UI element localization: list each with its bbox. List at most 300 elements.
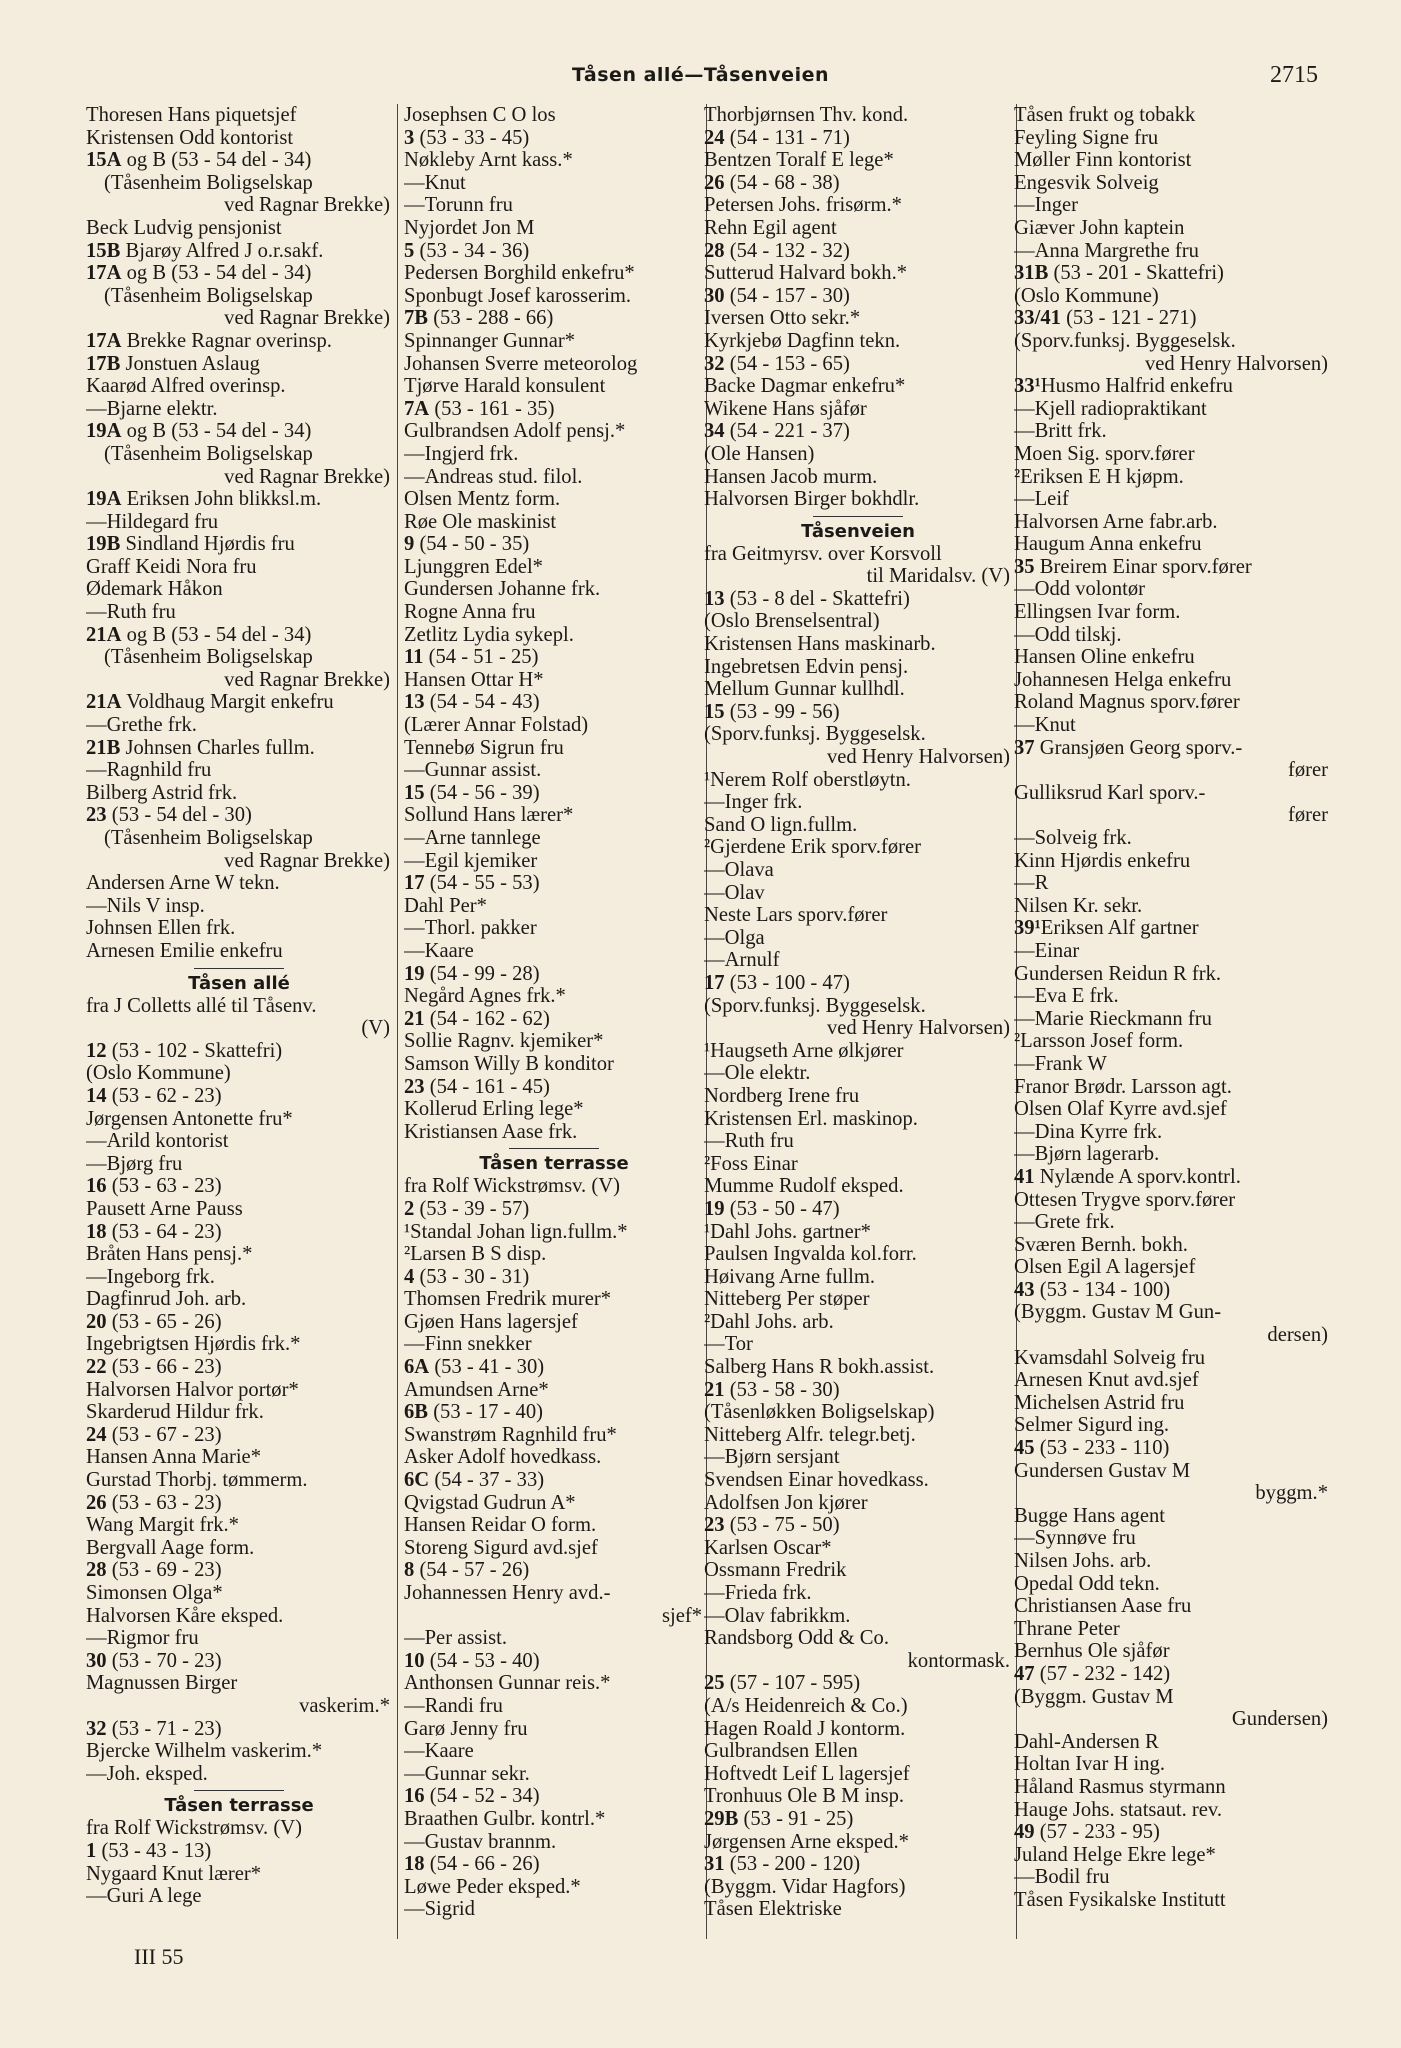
resident-entry: —Gunnar assist. (404, 759, 542, 782)
address-number-entry: 20 (53 - 65 - 26) (86, 1310, 222, 1333)
address-number-entry: 17A og B (53 - 54 del - 34) (86, 262, 312, 285)
address-number-entry: 31B (53 - 201 - Skattefri) (1014, 262, 1224, 285)
resident-entry: Spinnanger Gunnar* (404, 329, 576, 352)
resident-entry: —Arne tannlege (404, 827, 541, 849)
resident-entry: Kristiansen Aase frk. (404, 1120, 578, 1143)
address-number-entry: 32 (53 - 71 - 23) (86, 1717, 222, 1740)
address-number-entry: 24 (53 - 67 - 23) (86, 1423, 222, 1446)
resident-entry: Thoresen Hans piquetsjef (86, 104, 297, 126)
resident-entry: (Oslo Kommune) (1014, 284, 1159, 307)
address-number-entry: 28 (53 - 69 - 23) (86, 1559, 222, 1582)
entry-continuation: ved Henry Halvorsen) (827, 746, 1010, 769)
resident-entry: Kyrkjebø Dagfinn tekn. (704, 329, 901, 352)
street-heading: Tåsenveien (801, 520, 915, 542)
entry-continuation: dersen) (1267, 1324, 1328, 1347)
resident-entry: (Tåsenheim Boligselskap (104, 442, 313, 465)
entry-continuation: ved Ragnar Brekke) (224, 307, 390, 330)
address-number-entry: 32 (54 - 153 - 65) (704, 352, 850, 375)
entry-continuation: ved Henry Halvorsen) (1145, 352, 1328, 375)
address-number-entry: 28 (54 - 132 - 32) (704, 239, 850, 262)
resident-entry: Ellingsen Ivar form. (1014, 601, 1181, 624)
directory-column-4 (1014, 104, 1330, 1912)
address-number-entry: 30 (54 - 157 - 30) (704, 284, 850, 307)
resident-entry: —Egil kjemiker (404, 849, 538, 872)
resident-entry: Karlsen Oscar* (704, 1536, 832, 1559)
resident-entry: Ossmann Fredrik (704, 1559, 847, 1582)
resident-entry: Samson Willy B konditor (404, 1052, 614, 1075)
resident-entry: —Nils V insp. (86, 894, 205, 917)
resident-entry: Zetlitz Lydia sykepl. (404, 623, 574, 646)
resident-entry: Johannesen Helga enkefru (1014, 668, 1232, 691)
resident-entry: —Grete frk. (1014, 1211, 1115, 1234)
resident-entry: Tåsen frukt og tobakk (1014, 104, 1196, 126)
address-number-entry: 19 (53 - 50 - 47) (704, 1197, 840, 1220)
address-number-entry: 6C (54 - 37 - 33) (404, 1469, 545, 1492)
address-number-entry: 9 (54 - 50 - 35) (404, 533, 530, 556)
resident-entry: —Hildegard fru (86, 510, 219, 533)
resident-entry: Hoftvedt Leif L lagersjef (704, 1762, 910, 1785)
resident-entry: Bergvall Aage form. (86, 1536, 255, 1559)
resident-entry: Braathen Gulbr. kontrl.* (404, 1807, 606, 1830)
street-route-line: fra Rolf Wickstrømsv. (V) (404, 1175, 620, 1198)
address-number-entry: 7B (53 - 288 - 66) (404, 307, 554, 330)
directory-column-1 (86, 104, 392, 1908)
address-number-entry: 16 (53 - 63 - 23) (86, 1175, 222, 1198)
address-number-entry: 1 (53 - 43 - 13) (86, 1839, 212, 1862)
resident-entry: —Olava (704, 859, 774, 881)
resident-entry: Andersen Arne W tekn. (86, 872, 280, 895)
address-number-entry: 5 (53 - 34 - 36) (404, 239, 530, 262)
street-route-line: fra Geitmyrsv. over Korsvoll (704, 542, 942, 565)
address-number-entry: 30 (53 - 70 - 23) (86, 1649, 222, 1672)
address-number-entry: 33/41 (53 - 121 - 271) (1014, 307, 1197, 330)
address-number-entry: 23 (53 - 54 del - 30) (86, 804, 252, 827)
address-number-entry: 11 (54 - 51 - 25) (404, 646, 539, 669)
entry-continuation: sjef* (661, 1604, 702, 1627)
resident-entry: Halvorsen Arne fabr.arb. (1014, 510, 1218, 533)
address-number-entry: 13 (54 - 54 - 43) (404, 691, 540, 714)
address-number-entry: 8 (54 - 57 - 26) (404, 1559, 530, 1582)
entry-continuation: vaskerim.* (299, 1694, 390, 1717)
address-number-entry: 19A Eriksen John blikksl.m. (86, 488, 322, 511)
resident-entry: Olsen Olaf Kyrre avd.sjef (1014, 1098, 1227, 1121)
address-number-entry: 24 (54 - 131 - 71) (704, 126, 850, 149)
resident-entry: Bilberg Astrid frk. (86, 781, 238, 804)
resident-entry: Petersen Johs. frisørm.* (704, 194, 902, 217)
resident-entry: —Olav (704, 881, 765, 904)
resident-entry: (Tåsenheim Boligselskap (104, 827, 313, 849)
entry-continuation: ved Ragnar Brekke) (224, 668, 390, 691)
address-number-entry: 12 (53 - 102 - Skattefri) (86, 1039, 283, 1062)
resident-entry: ¹Dahl Johs. gartner* (704, 1220, 871, 1243)
address-number-entry: 19 (54 - 99 - 28) (404, 962, 540, 985)
resident-entry: Nyjordet Jon M (404, 216, 535, 239)
resident-entry: Gurstad Thorbj. tømmerm. (86, 1469, 308, 1492)
resident-entry: Kinn Hjørdis enkefru (1014, 849, 1191, 872)
resident-entry: Amundsen Arne* (404, 1378, 549, 1401)
resident-entry: Paulsen Ingvalda kol.forr. (704, 1243, 917, 1266)
resident-entry: —Grethe frk. (86, 714, 197, 737)
resident-entry: Olsen Mentz form. (404, 488, 561, 511)
entry-continuation: til Maridalsv. (V) (866, 565, 1010, 588)
resident-entry: —Kjell radiopraktikant (1014, 397, 1207, 420)
address-number-entry: 26 (54 - 68 - 38) (704, 171, 840, 194)
entry-continuation: ved Ragnar Brekke) (224, 194, 390, 217)
resident-entry: Møller Finn kontorist (1014, 149, 1192, 172)
resident-entry: —Britt frk. (1014, 420, 1107, 443)
resident-entry: Sponbugt Josef karosserim. (404, 284, 632, 307)
page-footer: III 55 (134, 1944, 184, 1969)
resident-entry: Gundersen Johanne frk. (404, 578, 601, 601)
address-number-entry: 29B (53 - 91 - 25) (704, 1807, 854, 1830)
resident-entry: ¹Standal Johan lign.fullm.* (404, 1220, 628, 1243)
address-number-entry: 15A og B (53 - 54 del - 34) (86, 149, 312, 172)
resident-entry: —Rigmor fru (86, 1627, 199, 1650)
resident-entry: —Gustav brannm. (404, 1830, 557, 1853)
resident-entry: Kvamsdahl Solveig fru (1014, 1346, 1206, 1369)
address-number-entry: 21A og B (53 - 54 del - 34) (86, 623, 312, 646)
address-number-entry: 35 Breirem Einar sporv.fører (1014, 555, 1252, 578)
resident-entry: —Knut (404, 171, 466, 194)
resident-entry: Graff Keidi Nora fru (86, 555, 257, 578)
address-number-entry: 47 (57 - 232 - 142) (1014, 1662, 1171, 1685)
resident-entry: (Oslo Brenselsentral) (704, 610, 880, 633)
resident-entry: Nitteberg Per støper (704, 1288, 870, 1311)
street-route-line: fra J Colletts allé til Tåsenv. (86, 994, 317, 1017)
address-number-entry: 15B Bjarøy Alfred J o.r.sakf. (86, 239, 324, 262)
resident-entry: Holtan Ivar H ing. (1014, 1753, 1165, 1776)
resident-entry: (Oslo Kommune) (86, 1062, 231, 1085)
entry-continuation: ved Ragnar Brekke) (224, 849, 390, 872)
address-number-entry: 21 (53 - 58 - 30) (704, 1378, 840, 1401)
resident-entry: Løwe Peder eksped.* (404, 1875, 581, 1898)
resident-entry: Hansen Anna Marie* (86, 1446, 261, 1469)
resident-entry: Storeng Sigurd avd.sjef (404, 1536, 598, 1559)
resident-entry: Pedersen Borghild enkefru* (404, 262, 635, 285)
resident-entry: Asker Adolf hovedkass. (404, 1446, 602, 1469)
resident-entry: Nitteberg Alfr. telegr.betj. (704, 1423, 916, 1446)
resident-entry: Tåsen Elektriske (704, 1898, 842, 1921)
address-number-entry: 2 (53 - 39 - 57) (404, 1197, 530, 1220)
entry-continuation: kontormask. (907, 1649, 1010, 1672)
address-number-entry: 19A og B (53 - 54 del - 34) (86, 420, 312, 443)
resident-entry: Bernhus Ole sjåfør (1014, 1640, 1170, 1663)
resident-entry: Sutterud Halvard bokh.* (704, 262, 908, 285)
resident-entry: Sværen Bernh. bokh. (1014, 1233, 1188, 1256)
resident-entry: Bjercke Wilhelm vaskerim.* (86, 1740, 323, 1763)
resident-entry: ²Larsson Josef form. (1014, 1030, 1184, 1053)
address-number-entry: 45 (53 - 233 - 110) (1014, 1437, 1170, 1460)
resident-entry: Sollund Hans lærer* (404, 804, 574, 827)
resident-entry: —Olav fabrikkm. (704, 1604, 851, 1627)
resident-entry: Engesvik Solveig (1014, 171, 1159, 194)
resident-entry: Bråten Hans pensj.* (86, 1243, 253, 1266)
entry-continuation: Gundersen) (1231, 1708, 1328, 1731)
resident-entry: Wikene Hans sjåfør (704, 397, 867, 420)
resident-entry: Håland Rasmus styrmann (1014, 1775, 1226, 1798)
address-number-entry: 16 (54 - 52 - 34) (404, 1785, 540, 1808)
address-number-entry: 23 (54 - 161 - 45) (404, 1075, 550, 1098)
resident-entry: Kristensen Erl. maskinop. (704, 1107, 918, 1130)
address-number-entry: 17A Brekke Ragnar overinsp. (86, 329, 332, 352)
address-number-entry: 33¹Husmo Halfrid enkefru (1014, 375, 1233, 398)
resident-entry: Magnussen Birger (86, 1672, 238, 1695)
resident-entry: Sollie Ragnv. kjemiker* (404, 1030, 604, 1053)
resident-entry: —Ragnhild fru (86, 759, 212, 782)
resident-entry: Røe Ole maskinist (404, 510, 557, 533)
resident-entry: Opedal Odd tekn. (1014, 1572, 1160, 1595)
address-number-entry: 13 (53 - 8 del - Skattefri) (704, 587, 910, 610)
resident-entry: Sand O lign.fullm. (704, 813, 858, 836)
address-number-entry: 17 (53 - 100 - 47) (704, 971, 850, 994)
resident-entry: Olsen Egil A lagersjef (1014, 1256, 1196, 1279)
address-number-entry: 10 (54 - 53 - 40) (404, 1649, 540, 1672)
address-number-entry: 6B (53 - 17 - 40) (404, 1401, 544, 1424)
resident-entry: Bentzen Toralf E lege* (704, 149, 894, 172)
resident-entry: (Ole Hansen) (704, 442, 815, 465)
resident-entry: —Ruth fru (86, 601, 176, 624)
resident-entry: Michelsen Astrid fru (1014, 1391, 1185, 1414)
resident-entry: Bugge Hans agent (1014, 1504, 1165, 1527)
resident-entry: Rogne Anna fru (404, 601, 536, 624)
resident-entry: Dagfinrud Joh. arb. (86, 1288, 247, 1311)
resident-entry: —Andreas stud. filol. (404, 465, 583, 488)
resident-entry: Pausett Arne Pauss (86, 1197, 243, 1220)
resident-entry: Hauge Johs. statsaut. rev. (1014, 1798, 1222, 1821)
resident-entry: Halvorsen Halvor portør* (86, 1378, 299, 1401)
resident-entry: —Kaare (404, 939, 474, 962)
resident-entry: Simonsen Olga* (86, 1582, 223, 1604)
resident-entry: Negård Agnes frk.* (404, 985, 566, 1008)
resident-entry: Johannessen Henry avd.- (404, 1582, 611, 1604)
resident-entry: Gundersen Reidun R frk. (1014, 962, 1222, 985)
resident-entry: —Randi fru (404, 1694, 503, 1717)
address-number-entry: 21B Johnsen Charles fullm. (86, 736, 315, 759)
address-number-entry: 49 (57 - 233 - 95) (1014, 1821, 1160, 1844)
resident-entry: Jørgensen Arne eksped.* (704, 1830, 909, 1853)
resident-entry: —Olga (704, 926, 765, 949)
resident-entry: Kaarød Alfred overinsp. (86, 375, 286, 398)
resident-entry: —Inger frk. (704, 791, 803, 814)
address-number-entry: 6A (53 - 41 - 30) (404, 1356, 545, 1379)
entry-continuation: ved Henry Halvorsen) (827, 1017, 1010, 1040)
address-number-entry: 31 (53 - 200 - 120) (704, 1853, 861, 1876)
resident-entry: Nordberg Irene fru (704, 1084, 860, 1107)
street-route-line: fra Rolf Wickstrømsv. (V) (86, 1817, 302, 1840)
resident-entry: Juland Helge Ekre lege* (1014, 1843, 1216, 1866)
resident-entry: (Tåsenheim Boligselskap (104, 646, 313, 669)
address-number-entry: 21 (54 - 162 - 62) (404, 1007, 550, 1030)
resident-entry: Iversen Otto sekr.* (704, 307, 861, 330)
resident-entry: Wang Margit frk.* (86, 1514, 239, 1537)
resident-entry: Nilsen Johs. arb. (1014, 1550, 1152, 1572)
resident-entry: Hansen Jacob murm. (704, 465, 878, 488)
resident-entry: Arnesen Knut avd.sjef (1014, 1369, 1199, 1392)
address-number-entry: 22 (53 - 66 - 23) (86, 1356, 222, 1379)
resident-entry: Haugum Anna enkefru (1014, 533, 1202, 556)
resident-entry: —Tor (704, 1333, 753, 1356)
address-number-entry: 18 (53 - 64 - 23) (86, 1220, 222, 1243)
resident-entry: Nygaard Knut lærer* (86, 1862, 261, 1885)
resident-entry: Høivang Arne fullm. (704, 1265, 876, 1288)
resident-entry: —Solveig frk. (1014, 827, 1132, 849)
resident-entry: Feyling Signe fru (1014, 126, 1159, 149)
address-number-entry: 25 (57 - 107 - 595) (704, 1672, 861, 1695)
resident-entry: —Sigrid (404, 1898, 475, 1921)
entry-continuation: fører (1287, 804, 1328, 827)
resident-entry: —Bjarne elektr. (86, 397, 218, 420)
directory-column-3 (704, 104, 1012, 1921)
resident-entry: (Byggm. Gustav M Gun- (1014, 1301, 1222, 1324)
resident-entry: Franor Brødr. Larsson agt. (1014, 1075, 1232, 1098)
resident-entry: Hansen Oline enkefru (1014, 646, 1195, 669)
address-number-entry: 43 (53 - 134 - 100) (1014, 1278, 1171, 1301)
resident-entry: Tåsen Fysikalske Institutt (1014, 1888, 1226, 1911)
resident-entry: —Anna Margrethe fru (1014, 239, 1199, 262)
resident-entry: —Ingeborg frk. (86, 1265, 215, 1288)
page-title: Tåsen allé—Tåsenveien (571, 64, 829, 86)
resident-entry: Thomsen Fredrik murer* (404, 1288, 612, 1311)
resident-entry: (Byggm. Gustav M (1014, 1685, 1174, 1708)
resident-entry: ²Dahl Johs. arb. (704, 1310, 834, 1333)
resident-entry: —Finn snekker (404, 1333, 532, 1356)
resident-entry: Hansen Ottar H* (404, 668, 544, 691)
resident-entry: Neste Lars sporv.fører (704, 904, 888, 927)
resident-entry: Giæver John kaptein (1014, 216, 1185, 239)
resident-entry: Gulbrandsen Adolf pensj.* (404, 420, 626, 443)
resident-entry: —Kaare (404, 1740, 474, 1763)
resident-entry: Gjøen Hans lagersjef (404, 1310, 578, 1333)
resident-entry: ²Eriksen E H kjøpm. (1014, 465, 1184, 488)
resident-entry: —Ole elektr. (704, 1062, 811, 1085)
resident-entry: —Einar (1014, 939, 1080, 962)
resident-entry: —Frank W (1014, 1052, 1107, 1075)
resident-entry: (Lærer Annar Folstad) (404, 714, 589, 737)
resident-entry: Hansen Reidar O form. (404, 1514, 597, 1537)
address-number-entry: 14 (53 - 62 - 23) (86, 1084, 222, 1107)
resident-entry: Kristensen Odd kontorist (86, 126, 294, 149)
resident-entry: Dahl-Andersen R (1014, 1730, 1159, 1753)
address-number-entry: 26 (53 - 63 - 23) (86, 1491, 222, 1514)
resident-entry: —R (1014, 872, 1049, 895)
address-number-entry: 4 (53 - 30 - 31) (404, 1265, 530, 1288)
address-number-entry: 15 (53 - 99 - 56) (704, 700, 840, 723)
resident-entry: —Odd tilskj. (1014, 623, 1122, 646)
resident-entry: Salberg Hans R bokh.assist. (704, 1356, 935, 1379)
directory-column-2 (404, 104, 704, 1921)
resident-entry: Ingebrigtsen Hjørdis frk.* (86, 1333, 301, 1356)
resident-entry: —Bjørn lagerarb. (1014, 1143, 1160, 1166)
resident-entry: —Bjørn sersjant (704, 1446, 840, 1469)
resident-entry: Swanstrøm Ragnhild fru* (404, 1423, 617, 1446)
resident-entry: Backe Dagmar enkefru* (704, 375, 906, 398)
resident-entry: Tjørve Harald konsulent (404, 375, 606, 398)
resident-entry: (Sporv.funksj. Byggeselsk. (704, 994, 926, 1017)
entry-continuation: (V) (361, 1017, 390, 1040)
resident-entry: Hagen Roald J kontorm. (704, 1717, 906, 1740)
resident-entry: ²Foss Einar (704, 1152, 798, 1175)
street-heading: Tåsen allé (188, 972, 290, 994)
entry-continuation: fører (1287, 759, 1328, 782)
resident-entry: Gulliksrud Karl sporv.- (1014, 781, 1206, 804)
resident-entry: —Synnøve fru (1014, 1527, 1136, 1550)
resident-entry: Adolfsen Jon kjører (704, 1491, 868, 1514)
resident-entry: Mellum Gunnar kullhdl. (704, 678, 905, 701)
resident-entry: Anthonsen Gunnar reis.* (404, 1672, 611, 1695)
resident-entry: Gundersen Gustav M (1014, 1459, 1191, 1482)
resident-entry: Gulbrandsen Ellen (704, 1740, 858, 1763)
resident-entry: ¹Nerem Rolf oberstløytn. (704, 768, 911, 791)
resident-entry: —Odd volontør (1014, 578, 1145, 601)
resident-entry: Johansen Sverre meteorolog (404, 352, 638, 375)
resident-entry: —Ingjerd frk. (404, 442, 519, 465)
resident-entry: (Sporv.funksj. Byggeselsk. (704, 723, 926, 746)
resident-entry: Selmer Sigurd ing. (1014, 1414, 1170, 1437)
resident-entry: Qvigstad Gudrun A* (404, 1491, 576, 1514)
resident-entry: —Eva E frk. (1014, 985, 1119, 1008)
resident-entry: Halvorsen Kåre eksped. (86, 1604, 284, 1627)
resident-entry: Ljunggren Edel* (404, 555, 543, 578)
resident-entry: —Leif (1014, 488, 1069, 511)
resident-entry: —Inger (1014, 194, 1079, 217)
resident-entry: Tronhuus Ole B M insp. (704, 1785, 905, 1808)
resident-entry: ²Gjerdene Erik sporv.fører (704, 836, 921, 859)
resident-entry: Halvorsen Birger bokhdlr. (704, 488, 920, 511)
resident-entry: (Byggm. Vidar Hagfors) (704, 1875, 906, 1898)
address-number-entry: 17B Jonstuen Aslaug (86, 352, 260, 375)
resident-entry: ¹Haugseth Arne ølkjører (704, 1039, 904, 1062)
resident-entry: Ingebretsen Edvin pensj. (704, 655, 909, 678)
resident-entry: —Bodil fru (1014, 1866, 1110, 1889)
entry-continuation: byggm.* (1255, 1482, 1328, 1505)
address-number-entry: 19B Sindland Hjørdis fru (86, 533, 295, 556)
resident-entry: —Guri A lege (86, 1885, 202, 1908)
address-number-entry: 37 Gransjøen Georg sporv.- (1014, 736, 1243, 759)
resident-entry: —Ruth fru (704, 1130, 794, 1153)
address-number-entry: 39¹Eriksen Alf gartner (1014, 917, 1199, 940)
resident-entry: Arnesen Emilie enkefru (86, 939, 283, 962)
resident-entry: (A/s Heidenreich & Co.) (704, 1694, 908, 1717)
address-number-entry: 15 (54 - 56 - 39) (404, 781, 540, 804)
resident-entry: (Tåsenheim Boligselskap (104, 284, 313, 307)
resident-entry: (Tåsenløkken Boligselskap) (704, 1401, 935, 1424)
resident-entry: Thrane Peter (1014, 1617, 1120, 1640)
resident-entry: —Thorl. pakker (404, 917, 537, 940)
resident-entry: Mumme Rudolf eksped. (704, 1175, 904, 1198)
resident-entry: Kristensen Hans maskinarb. (704, 633, 936, 656)
address-number-entry: 34 (54 - 221 - 37) (704, 420, 850, 443)
resident-entry: —Arnulf (704, 949, 780, 972)
resident-entry: Roland Magnus sporv.fører (1014, 691, 1240, 714)
resident-entry: Tennebø Sigrun fru (404, 736, 564, 759)
resident-entry: Christiansen Aase fru (1014, 1595, 1192, 1618)
address-number-entry: 3 (53 - 33 - 45) (404, 126, 530, 149)
resident-entry: —Gunnar sekr. (404, 1762, 530, 1785)
resident-entry: Randsborg Odd & Co. (704, 1627, 889, 1650)
resident-entry: Beck Ludvig pensjonist (86, 216, 282, 239)
resident-entry: Garø Jenny fru (404, 1717, 528, 1740)
resident-entry: Josephsen C O los (404, 104, 556, 126)
resident-entry: Rehn Egil agent (704, 216, 837, 239)
resident-entry: —Marie Rieckmann fru (1014, 1007, 1212, 1030)
page-number: 2715 (1270, 62, 1318, 88)
column-divider (397, 104, 398, 1939)
address-number-entry: 41 Nylænde A sporv.kontrl. (1014, 1165, 1241, 1188)
resident-entry: Dahl Per* (404, 894, 487, 917)
resident-entry: ²Larsen B S disp. (404, 1243, 547, 1266)
resident-entry: Ottesen Trygve sporv.fører (1014, 1188, 1236, 1211)
resident-entry: Kollerud Erling lege* (404, 1098, 584, 1121)
